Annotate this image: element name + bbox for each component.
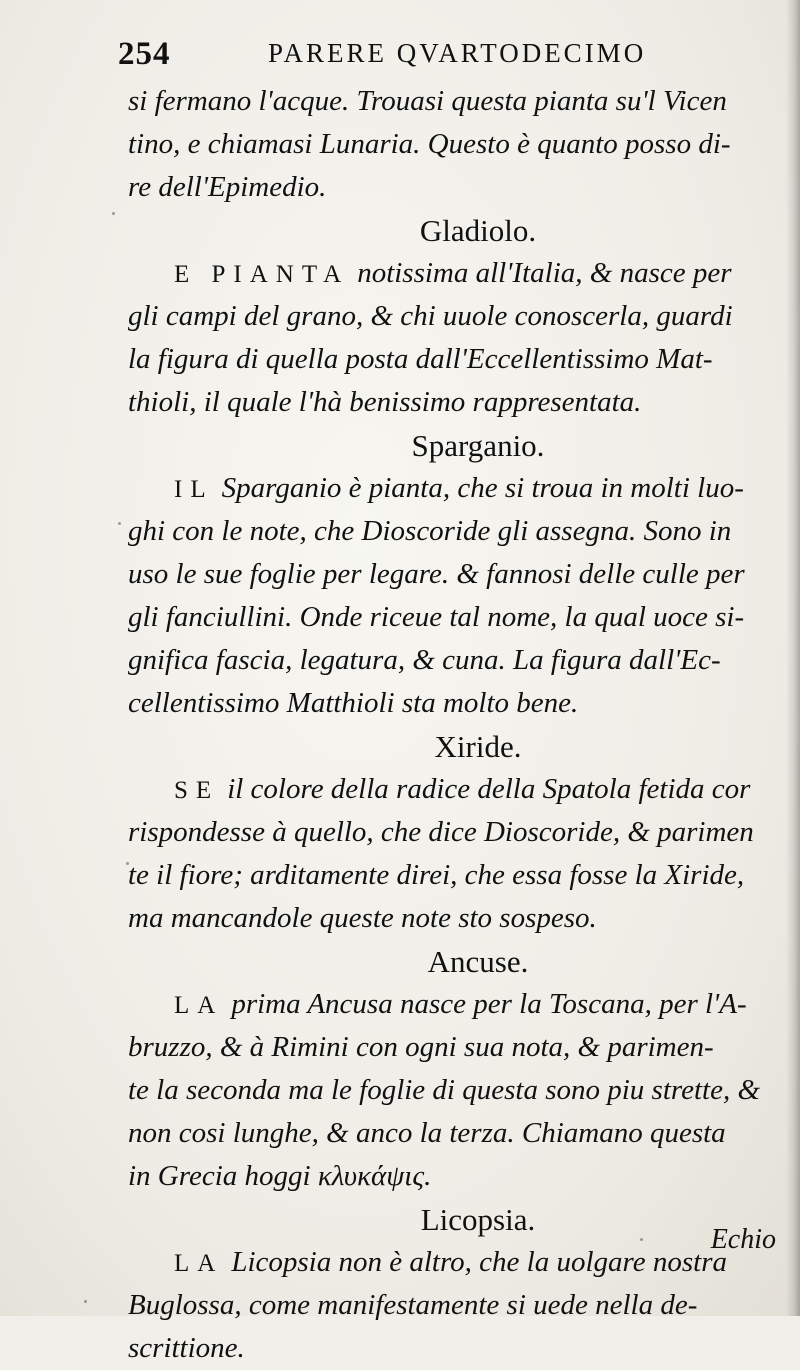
ink-speck [84,1300,87,1303]
text-line: in Grecia hoggi κλυκάψις. [128,1160,432,1192]
text-line: te il fiore; arditamente direi, che essa fosse la Xiride, [128,859,745,891]
text-line-content: notissima all'Italia, & nasce per [357,257,732,289]
paragraph-initial: LA [174,1250,224,1277]
ink-speck [640,1238,643,1241]
text-line: si fermano l'acque. Trouasi questa pianta su'l Vicen [128,85,727,117]
ink-speck [118,522,121,525]
page-number: 254 [118,36,171,72]
running-title: PARERE QVARTODECIMO [268,38,647,68]
paragraph-initial: IL [174,476,214,503]
paragraph-first-line [128,252,788,295]
section-heading: Licopsia. [420,1202,536,1237]
text-line: rispondesse à quello, che dice Dioscoride, & parimen [128,816,754,848]
running-head [118,36,758,76]
text-line: non cosi lunghe, & anco la terza. Chiamano questa [128,1117,726,1149]
catchword: Echio [710,1224,776,1255]
ink-speck [126,862,129,865]
paragraph-initial: SE [174,777,220,804]
text-line: scrittione. [128,1332,245,1364]
text-line: cellentissimo Matthioli sta molto bene. [128,687,579,719]
text-line-content: il colore della radice della Spatola fetida cor [227,773,751,805]
text-line: gli campi del grano, & chi uuole conoscerla, guardi [128,300,733,332]
text-line: re dell'Epimedio. [128,171,327,203]
paragraph-initial: LA [174,992,224,1019]
text-line-content: Sparganio è pianta, che si troua in molti luo- [221,472,744,504]
text-line: ghi con le note, che Dioscoride gli assegna. Sono in [128,515,732,547]
paragraph-initial: E PIANTA [174,261,350,288]
text-line: gnifica fascia, legatura, & cuna. La figura dall'Ec- [128,644,721,676]
text-line-content: Licopsia non è altro, che la uolgare nostra [231,1246,727,1278]
text-line: la figura di quella posta dall'Eccellentissimo Mat- [128,343,713,375]
text-line: Buglossa, come manifestamente si uede nella de- [128,1289,698,1321]
body-text [128,80,788,1370]
paragraph-first-line [128,768,788,811]
paragraph-first-line [128,1241,788,1284]
page-gutter-shadow [786,0,800,1316]
paragraph-first-line [128,467,788,510]
text-line: uso le sue foglie per legare. & fannosi delle culle per [128,558,745,590]
text-line: thioli, il quale l'hà benissimo rappresentata. [128,386,642,418]
text-line: bruzzo, & à Rimini con ogni sua nota, & parimen- [128,1031,714,1063]
text-line: te la seconda ma le foglie di questa sono piu strette, & [128,1074,761,1106]
section-heading: Ancuse. [427,944,529,979]
section-heading: Gladiolo. [419,213,537,248]
ink-speck [112,212,115,215]
paragraph-first-line [128,983,788,1026]
text-line-content: prima Ancusa nasce per la Toscana, per l'A- [231,988,747,1020]
text-line: gli fanciullini. Onde riceue tal nome, la qual uoce si- [128,601,745,633]
section-heading: Xiride. [434,729,522,764]
section-heading: Sparganio. [411,428,545,463]
text-line: tino, e chiamasi Lunaria. Questo è quanto posso di- [128,128,731,160]
text-line: ma mancandole queste note sto sospeso. [128,902,597,934]
